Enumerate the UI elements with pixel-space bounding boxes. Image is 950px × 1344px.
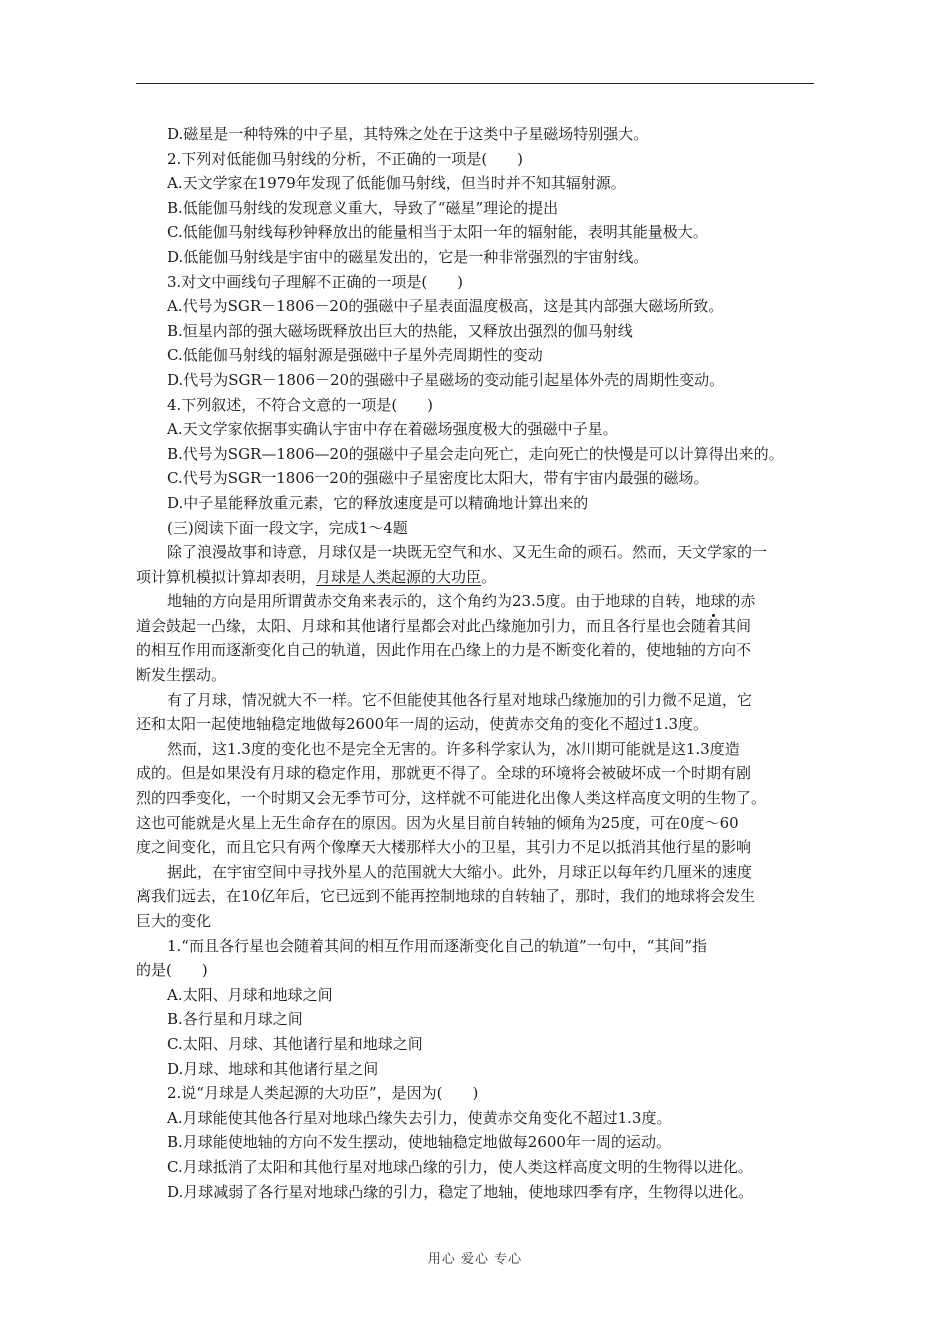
option-line: A.天文学家依据事实确认宇宙中存在着磁场强度极大的强磁中子星。 bbox=[167, 420, 618, 439]
passage-text: 道会鼓起一凸缘，太阳、月球和其他诸行星都会对此凸缘施加引力，而且各行星也会随 bbox=[136, 616, 707, 635]
passage-line: 度之间变化，而且它只有两个像摩天大楼那样大小的卫星，其引力不足以抵消其他行星的影响 bbox=[136, 838, 752, 857]
passage-text: 项计算机模拟计算却表明， bbox=[136, 567, 317, 586]
passage-line: 离我们远去，在10亿年后，它已远到不能再控制地球的自转轴了，那时，我们的地球将会发生 bbox=[136, 887, 756, 906]
passage-line: 然而，这1.3度的变化也不是完全无害的。许多科学家认为，冰川期可能就是这1.3度造 bbox=[167, 739, 740, 758]
option-line: D.磁星是一种特殊的中子星，其特殊之处在于这类中子星磁场特别强大。 bbox=[167, 125, 649, 143]
option-line: D.代号为SGR－1806－20的强磁中子星磁场的变动能引起星体外壳的周期性变动。 bbox=[167, 370, 725, 389]
passage-line bbox=[136, 565, 818, 590]
question-stem: 2.说“月球是人类起源的大功臣”，是因为( ) bbox=[167, 1084, 479, 1103]
option-line: C.低能伽马射线的辐射源是强磁中子星外壳周期性的变动 bbox=[167, 346, 543, 365]
passage-line: 还和太阳一起使地轴稳定地做每2600年一周的运动，使黄赤交角的变化不超过1.3度。 bbox=[136, 715, 709, 734]
option-line: C.太阳、月球、其他诸行星和地球之间 bbox=[167, 1034, 423, 1053]
option-line: B.代号为SGR—1806—20的强磁中子星会走向死亡，走向死亡的快慢是可以计算得出来的。 bbox=[167, 444, 784, 463]
option-line: B.各行星和月球之间 bbox=[167, 1010, 303, 1029]
passage-line: 地轴的方向是用所谓黄赤交角来表示的，这个角约为23.5度。由于地球的自转，地球的赤 bbox=[167, 592, 756, 611]
page-footer: 用心 爱心 专心 bbox=[427, 1252, 523, 1267]
document-body bbox=[136, 122, 818, 1204]
passage-line: 有了月球，情况就大不一样。它不但能使其他各行星对地球凸缘施加的引力微不足道，它 bbox=[167, 690, 753, 709]
passage-text: 。 bbox=[481, 567, 497, 586]
passage-line: 断发生摆动。 bbox=[136, 666, 227, 685]
passage-line: 除了浪漫故事和诗意，月球仅是一块既无空气和水、又无生命的顽石。然而，天文学家的一 bbox=[167, 543, 768, 562]
option-line: B.恒星内部的强大磁场既释放出巨大的热能，又释放出强烈的伽马射线 bbox=[167, 321, 633, 340]
passage-line: 烈的四季变化，一个时期又会无季节可分，这样就不可能进化出像人类这样高度文明的生物了。 bbox=[136, 789, 767, 808]
passage-line: 巨大的变化 bbox=[136, 912, 212, 930]
option-line: C.代号为SGR一1806一20的强磁中子星密度比太阳大，带有宇宙内最强的磁场。 bbox=[167, 469, 709, 488]
option-line: A.太阳、月球和地球之间 bbox=[167, 985, 333, 1004]
option-line: D.月球、地球和其他诸行星之间 bbox=[167, 1059, 379, 1078]
question-stem: 2.下列对低能伽马射线的分析，不正确的一项是( ) bbox=[167, 149, 524, 168]
header-rule bbox=[136, 83, 814, 84]
passage-line: 据此，在宇宙空间中寻找外星人的范围就大大缩小。此外，月球正以每年约几厘米的速度 bbox=[167, 862, 753, 881]
passage-line: 这也可能就是火星上无生命存在的原因。因为火星目前自转轴的倾角为25度，可在0度～60 bbox=[136, 813, 739, 832]
passage-line: 的相互作用而逐渐变化自己的轨道，因此作用在凸缘上的力是不断变化着的，使地轴的方向不 bbox=[136, 641, 752, 660]
passage-line bbox=[136, 614, 818, 639]
emphasis-dotted-char: 着 bbox=[706, 616, 722, 635]
option-line: B.月球能使地轴的方向不发生摆动，使地轴稳定地做每2600年一周的运动。 bbox=[167, 1133, 671, 1152]
option-line: D.低能伽马射线是宇宙中的磁星发出的，它是一种非常强烈的宇宙射线。 bbox=[167, 247, 649, 266]
passage-line: 成的。但是如果没有月球的稳定作用，那就更不得了。全球的环境将会被破坏成一个时期有剧 bbox=[136, 764, 752, 783]
option-line: A.月球能使其他各行星对地球凸缘失去引力，使黄赤交角变化不超过1.3度。 bbox=[167, 1108, 672, 1127]
question-stem: 1.“而且各行星也会随着其间的相互作用而逐渐变化自己的轨道”一句中，“其间”指 bbox=[167, 936, 707, 955]
option-line: A.代号为SGR－1806－20的强磁中子星表面温度极高，这是其内部强大磁场所致。 bbox=[167, 297, 724, 316]
underlined-sentence: 月球是人类起源的大功臣 bbox=[316, 567, 482, 586]
passage-text: 其间 bbox=[721, 616, 752, 635]
question-stem: 4.下列叙述，不符合文意的一项是( ) bbox=[167, 395, 434, 414]
option-line: C.低能伽马射线每秒钟释放出的能量相当于太阳一年的辐射能，表明其能量极大。 bbox=[167, 223, 708, 242]
question-stem: 的是( ) bbox=[136, 961, 208, 980]
option-line: C.月球抵消了太阳和其他行星对地球凸缘的引力，使人类这样高度文明的生物得以进化。 bbox=[167, 1157, 753, 1176]
option-line: A.天文学家在1979年发现了低能伽马射线，但当时并不知其辐射源。 bbox=[167, 174, 626, 193]
section-heading: (三)阅读下面一段文字，完成1～4题 bbox=[167, 518, 408, 537]
option-line: D.月球减弱了各行星对地球凸缘的引力，稳定了地轴，使地球四季有序，生物得以进化。 bbox=[167, 1182, 754, 1201]
question-stem: 3.对文中画线句子理解不正确的一项是( ) bbox=[167, 272, 464, 291]
option-line: B.低能伽马射线的发现意义重大，导致了“磁星”理论的提出 bbox=[167, 198, 559, 217]
option-line: D.中子星能释放重元素，它的释放速度是可以精确地计算出来的 bbox=[167, 493, 589, 512]
